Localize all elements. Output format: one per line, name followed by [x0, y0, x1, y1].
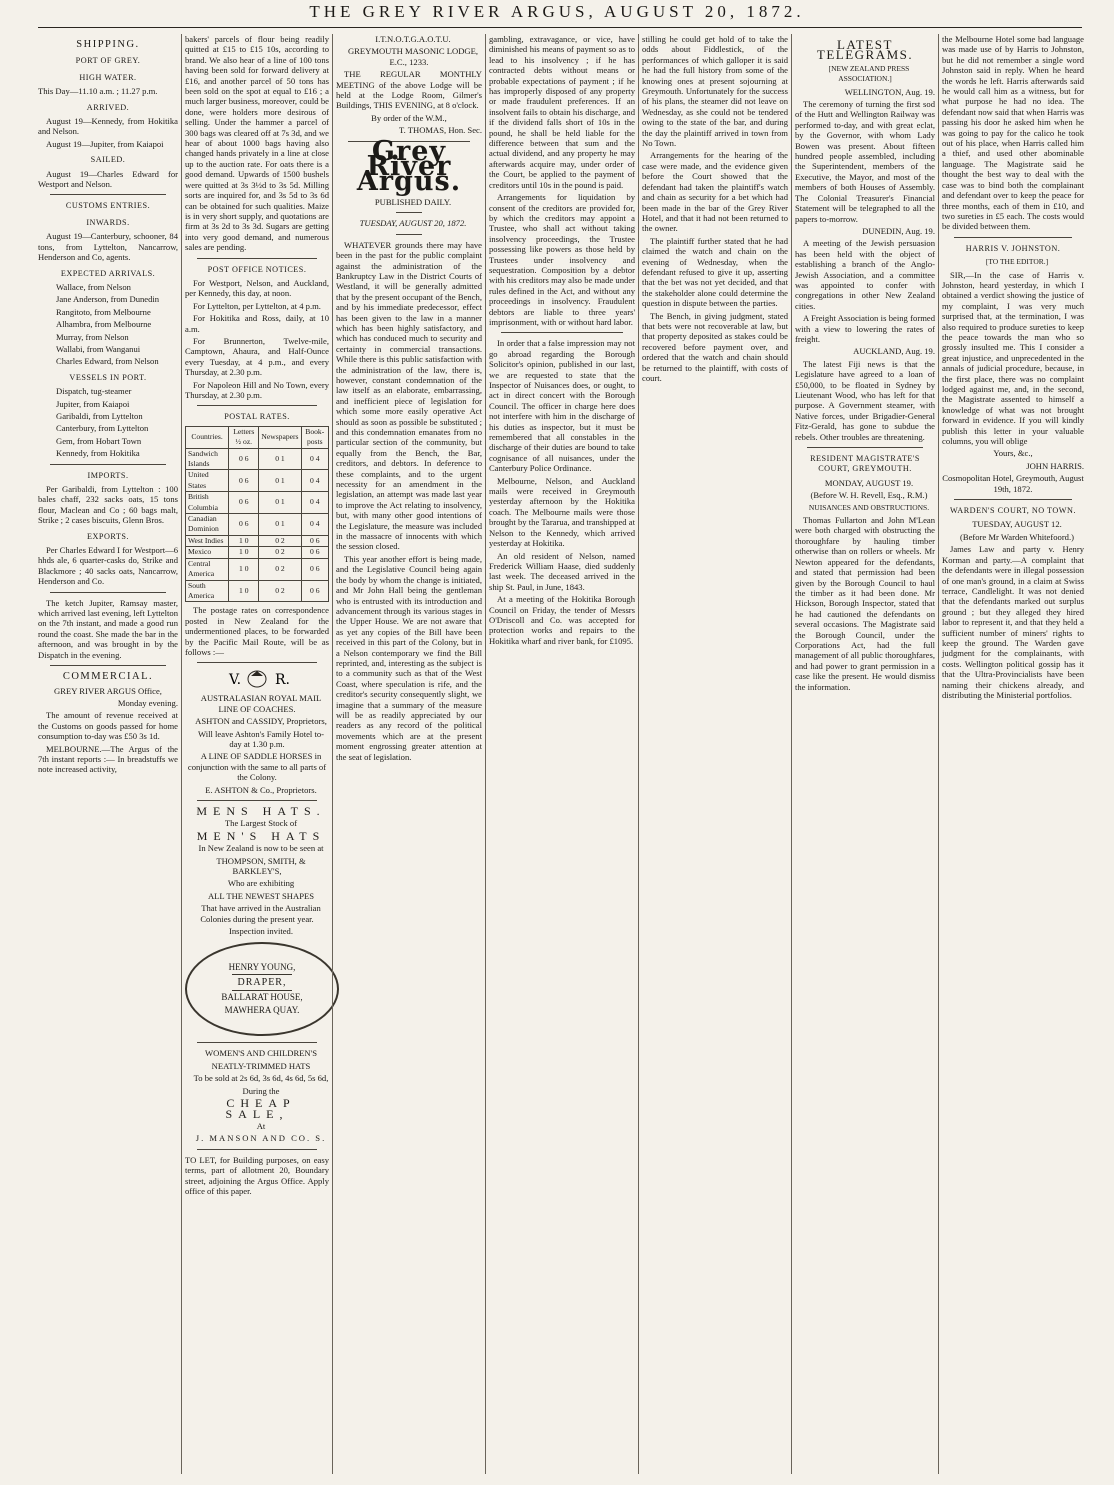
article-text: In order that a false impression may not go abroad regarding the Borough Solicitor's opinion, published in our last, we are requested to state that the Inspector of Nuisances does, or ought, to act in direct concert with the Borough Council. The officer in charge here does not interfere with him in the discharge of his duties as inspector, but it must be remembered that all constables in the discharge of their duties are bound to take cognisance of all nuisances, under the Canterbury Police Ordinance.: [489, 338, 635, 474]
hats-line: Inspection invited.: [229, 926, 293, 937]
paper-title: [336, 135, 482, 198]
article-text: the Melbourne Hotel some bad language was made use of by Harris to Johnston, but he did not remember a single word Johnston said in reply. When he heard the words he left. Harris afterwards said he would call him as a witness, but for what purpose he had no idea. The defendant now said that when Harris was passing his door he asked him when he was going to pay for the calico he took out of his place, when Harris called him a thief, and used other abominable language. The Magistrate said he thought the best way to deal with the case was to bind both the complainant and defendant over to keep the peace for three months, each of them in £10, and two sureties in £5 each. The costs would be divided between them.: [942, 34, 1084, 232]
table-cell: 0 6: [229, 470, 259, 492]
saddle-horses-text: A LINE OF SADDLE HORSES in conjunction with the same to all parts of the Colony.: [187, 751, 327, 783]
mail-line-heading: AUSTRALASIAN ROYAL MAIL LINE OF COACHES.: [200, 693, 322, 714]
arrived-item: August 19—Kennedy, from Hokitika and Nelson.: [38, 116, 178, 137]
inwards-text: August 19—Canterbury, schooner, 84 tons, from Lyttelton, Nancarrow, Henderson and Co, agents.: [38, 231, 178, 263]
oval-top: HENRY YOUNG,: [228, 962, 296, 973]
court-subheading: NUISANCES AND OBSTRUCTIONS.: [808, 502, 930, 512]
table-row: [186, 514, 329, 536]
table-row: [186, 470, 329, 492]
article-text: The plaintiff further stated that he had claimed the watch and chain on the evening of Wednesday, when the defendant refused to give it up, asserting that the bet was not yet decided, and that the stakeholder alone could determine the question in dispute between the parties.: [642, 235, 788, 309]
post-notice: For Napoleon Hill and No Town, every Thursday, at 2.30 p.m.: [185, 379, 329, 400]
svg-text:R.: R.: [275, 672, 290, 689]
hats-line: That have arrived in the Australian Colonies during the present year.: [200, 903, 321, 924]
list-item: Kennedy, from Hokitika: [56, 448, 140, 459]
column-7: [942, 34, 1084, 1474]
post-office-heading: POST OFFICE NOTICES.: [207, 264, 307, 274]
postal-rates-heading: POSTAL RATES.: [224, 412, 290, 422]
list-item: Canterbury, from Lyttelton: [56, 423, 149, 434]
exports-text: Per Charles Edward I for Westport—6 hhds ale, 6 quarter-casks do, Strike and Blackmore ; 40 sacks oats, Nancarrow, Henderson and Co.: [38, 545, 178, 587]
article-text: At a meeting of the Hokitika Borough Council on Friday, the tender of Messrs O'Driscoll and Co. was accepted for protection works and repairs to the Hokitika wharf and river bank, for £1095.: [489, 594, 635, 646]
shipping-heading: SHIPPING.: [76, 39, 140, 50]
table-cell: 0 1: [259, 448, 301, 470]
commercial-date: Monday evening.: [117, 697, 178, 708]
commercial-office: GREY RIVER ARGUS Office,: [54, 685, 162, 696]
divider: [50, 464, 166, 465]
shipping-news: The ketch Jupiter, Ramsay master, which arrived last evening, left Lyttelton on the 7th instant, and made a good run round the coast. She made the bar in the afternoon, and was brought in by the Dispatch in the evening.: [38, 597, 178, 660]
divider: [197, 1042, 317, 1043]
hats-line: THOMPSON, SMITH, & BARKLEY'S,: [216, 855, 306, 877]
table-cell: Central America: [186, 558, 229, 580]
table-cell: 0 2: [259, 580, 301, 602]
list-item: Dispatch, tug-steamer: [56, 386, 132, 397]
table-cell: 1 0: [229, 547, 259, 558]
post-notice: For Westport, Nelson, and Auckland, per Kennedy, this day, at noon.: [185, 277, 329, 299]
dateline: AUCKLAND, Aug. 19.: [853, 346, 935, 357]
table-row: [186, 492, 329, 514]
expected-label: EXPECTED ARRIVALS.: [60, 268, 156, 278]
table-cell: 0 2: [259, 547, 301, 558]
arrived-label: ARRIVED.: [86, 102, 130, 112]
table-cell: West Indies: [186, 535, 229, 546]
table-cell: 1 0: [229, 535, 259, 546]
table-cell: 1 0: [229, 558, 259, 580]
list-item: Wallabi, from Wanganui: [56, 343, 141, 354]
divider: [501, 332, 623, 333]
lodge-name: GREYMOUTH MASONIC LODGE, E.C., 1233.: [347, 46, 479, 67]
column-4: [489, 34, 635, 1474]
womens-hats-price: To be sold at 2s 6d, 3s 6d, 4s 6d, 5s 6d,: [193, 1073, 329, 1084]
page-header: THE GREY RIVER ARGUS, AUGUST 20, 1872.: [309, 2, 805, 21]
post-notice: For Brunnerton, Twelve-mile, Camptown, Ahaura, and Half-Ounce every Tuesday, at 4 p.m., and every Thursday, at 2.30 p.m.: [185, 335, 329, 378]
arrived-item: August 19—Jupiter, from Kaiapoi: [46, 138, 164, 149]
press-association: [NEW ZEALAND PRESS ASSOCIATION.]: [828, 63, 910, 84]
column-2: [185, 34, 329, 1474]
warden-before: (Before Mr Warden Whitefoord.): [959, 531, 1074, 542]
table-cell: 0 6: [229, 514, 259, 536]
oval-middle: DRAPER,: [232, 974, 293, 991]
divider: [396, 212, 422, 213]
letter-closing: Yours, &c.,: [993, 448, 1033, 459]
in-port-list: [38, 386, 178, 458]
postal-note: The postage rates on correspondence posted in New Zealand for the undermentioned places, to be forwarded by the Pacific Mail Route, will be as follows :—: [185, 605, 329, 657]
header-rule: [38, 27, 1082, 28]
dateline: WELLINGTON, Aug. 19.: [844, 86, 935, 97]
oval-house: BALLARAT HOUSE,: [221, 992, 303, 1003]
expected-list: [38, 282, 178, 367]
postal-rates-table: [185, 426, 329, 603]
article-text: Melbourne, Nelson, and Auckland mails were received in Greymouth yesterday afternoon by the Hokitika coach. The Melbourne mails were those brought by the Tararua, and transhipped at Nelson to the Kennedy, which arrived yesterday at Hokitika.: [489, 475, 635, 549]
divider: [396, 234, 422, 235]
table-cell: 0 4: [301, 470, 328, 492]
divider: [807, 447, 923, 448]
dateline: DUNEDIN, Aug. 19.: [862, 225, 935, 236]
column-6: [795, 34, 935, 1474]
port-heading: PORT OF GREY.: [75, 56, 141, 66]
table-cell: 0 6: [301, 547, 328, 558]
telegram-text: A meeting of the Jewish persuasion has been held with the object of establishing a branch of the Anglo-Jewish Association, and a committee was appointed to confer with congregations in other New Zealand cities.: [795, 238, 935, 311]
table-cell: 0 1: [259, 514, 301, 536]
divider: [197, 405, 317, 406]
post-notice: For Hokitika and Ross, daily, at 10 a.m.: [185, 313, 329, 334]
list-item: Gem, from Hobart Town: [56, 435, 142, 446]
divider: [197, 258, 317, 259]
table-cell: 0 1: [259, 492, 301, 514]
editorial-text: WHATEVER grounds there may have been in the past for the public complaint against the administration of the Bankruptcy Law in the District Courts of Westland, it will be generally admitted that by the present occupant of the Bench, and by his immediate predecessor, effect has been given to the law in a manner which has been highly satisfactory, and which has conduced much to security and certainty in commercial transactions. While there is this public satisfaction with the administration of the law, there is, however, constant condemnation of the law itself as an elaborate, embarrassing, and inefficient piece of legislation for which some more easily operative Act should as soon as possible be substituted ; and this condemnation emanates from no particular section of the community, but equally from the Bench, the Bar, creditors, and debtors. In deference to these complaints, and to the urgent necessity for an amendment in the legislation, an attempt was made last year to improve the Act relating to insolvency, but, with many other good intentions of the Legislature, the measure was included in the massacre of innocents with which the session closed.: [336, 239, 482, 552]
telegrams-heading: LATEST TELEGRAMS.: [816, 37, 914, 63]
market-text: bakers' parcels of flour being readily quitted at £15 to £15 10s, according to brand. We also hear of a line of 100 tons having been sold for forward delivery at £16, and another parcel of 50 tons has been sold on the spot at equal to £16 ; a much larger business, moreover, could be done, were holders more desirous of selling. Under the hammer a parcel of 300 bags was cleared off at 7s 3d, and we hear of about 1000 bags having also changed hands privately in a line at close up to the auction rate. For oats there is a good demand. Upwards of 1500 bushels were quitted at 3s 3½d to 3s 5d. Milling sorts are inquired for, and 3s 5d to 3s 6d can be obtained for such qualities. Maize is in very short supply, and quotations are firm at 3s 2d to 3s 3d. Sugars are getting into very good demand, and numerous sales are pending.: [185, 34, 329, 253]
table-cell: South America: [186, 580, 229, 602]
lodge-order: By order of the W.M.,: [371, 112, 447, 123]
royal-crest-icon: [185, 668, 329, 690]
imports-heading: IMPORTS.: [87, 470, 129, 480]
column-separator: [332, 34, 333, 1474]
list-item: Jane Anderson, from Dunedin: [56, 294, 160, 305]
telegram-text: The latest Fiji news is that the Legislature have agreed to a loan of £50,000, to be floated in Sydney by Lieutenant Wood, who has left for that purpose. A Government steamer, with Native forces, under Brigadier-General Fitz-Gerald, has gone to subdue the rebels. Other troubles are threatening.: [795, 358, 935, 442]
commercial-heading: COMMERCIAL.: [62, 671, 154, 683]
column-3: [336, 34, 482, 1474]
warden-heading: WARDEN'S COURT, NO TOWN.: [949, 506, 1076, 516]
hats-line: In New Zealand is now to be seen at: [198, 843, 324, 854]
table-cell: 0 2: [259, 535, 301, 546]
letter-place: Cosmopolitan Hotel, Greymouth, August 19th, 1872.: [942, 473, 1084, 494]
divider: [50, 665, 166, 666]
letter-signature: JOHN HARRIS.: [1026, 460, 1084, 471]
to-let-text: TO LET, for Building purposes, on easy terms, part of allotment 20, Boundary street, adjoining the Argus Office. Apply office of this paper.: [185, 1154, 329, 1196]
list-item: Alhambra, from Melbourne: [56, 319, 152, 330]
mail-line-text: Will leave Ashton's Family Hotel to-day at 1.30 p.m.: [197, 728, 325, 749]
oval-bottom: MAWHERA QUAY.: [224, 1005, 300, 1016]
table-header-row: [186, 426, 329, 448]
telegram-text: The ceremony of turning the first sod of the Hutt and Wellington Railway was performed to-day, and with great eclat, by the Governor, with whom Lady Bowen was present. About fifteen hundred people assembled, including the Superintendent, members of the Executive, the Mayor, and most of the members of both Houses of Assembly. The Colonial Treasurer's Financial Statement will be telegraphed to all the papers to-morrow.: [795, 99, 935, 224]
hats-line: ALL THE NEWEST SHAPES: [207, 890, 315, 901]
divider: [197, 800, 317, 801]
melbourne-text: MELBOURNE.—The Argus of the 7th instant reports :— In breadstuffs we note increased activity,: [38, 743, 178, 775]
column-separator: [791, 34, 792, 1474]
table-row: [186, 558, 329, 580]
court-heading: RESIDENT MAGISTRATE'S COURT, GREYMOUTH.: [810, 454, 920, 474]
mail-line-owner: ASHTON and CASSIDY, Proprietors,: [195, 716, 327, 727]
column-separator: [485, 34, 486, 1474]
table-cell: 0 4: [301, 448, 328, 470]
table-cell: 0 6: [301, 535, 328, 546]
table-row: [186, 547, 329, 558]
list-item: Jupiter, from Kaiapoi: [56, 398, 130, 409]
imports-text: Per Garibaldi, from Lyttelton : 100 bales chaff, 232 sacks oats, 15 tons flour, Maclean and Co ; 60 bags malt, Strike ; 2 cases biscuits, Glenn Bros.: [38, 484, 178, 526]
post-notice: For Lyttelton, per Lyttelton, at 4 p.m.: [193, 300, 321, 311]
column-separator: [638, 34, 639, 1474]
article-text: gambling, extravagance, or vice, have diminished his means of payment so as to lead to his insolvency ; if he has contracted debts without means or probable expectations of payment ; if he has improperly disposed of any property or made fraudulent preferences. If an insolvent fails to obtain his discharge, and if the dividend falls short of 10s in the pound, he shall be held liable for the difference between that sum and the actual dividend, and any property he may afterwards acquire may, under order of the Court, be applied to the payment of creditors until 10s in the pound is paid.: [489, 34, 635, 190]
table-cell: 1 0: [229, 580, 259, 602]
table-cell: British Columbia: [186, 492, 229, 514]
table-row: [186, 535, 329, 546]
sailed-item: August 19—Charles Edward for Westport and Nelson.: [38, 168, 178, 190]
exports-heading: EXPORTS.: [87, 531, 129, 541]
table-cell: 0 1: [259, 470, 301, 492]
article-text: The Bench, in giving judgment, stated that bets were not recoverable at law, but that property deposited as stakes could be recovered before payment over, and ordered that the watch and chain should be returned to the plaintiff, with costs of court.: [642, 310, 788, 383]
column-5: [642, 34, 788, 1474]
court-text: Thomas Fullarton and John M'Lean were both charged with obstructing the thoroughfare by hauling timber otherwise than on rollers or wheels. Mr Newton appeared for the defendants, and stated that permission had been given by the Borough Council to haul the timber as it had been done. Mr Hickson, Borough Inspector, stated that he had cautioned the defendants on several occasions. The Magistrate said the Borough Council, under the Corporations Act, had the full management of all public thoroughfares, and had power to grant permission in a case like the present. He would dismiss the information.: [795, 515, 935, 692]
column-header: Letters ½ oz.: [229, 426, 259, 448]
womens-hats-heading: WOMEN'S AND CHILDREN'S: [205, 1048, 317, 1059]
letter-heading: HARRIS V. JOHNSTON.: [965, 243, 1061, 253]
list-item: Rangitoto, from Melbourne: [56, 306, 151, 317]
hats-sub: The Largest Stock of: [224, 818, 298, 829]
table-row: [186, 580, 329, 602]
table-cell: 0 6: [301, 580, 328, 602]
column-1: [38, 34, 178, 1474]
published-daily: PUBLISHED DAILY.: [374, 196, 452, 207]
table-cell: 0 2: [259, 558, 301, 580]
svg-text:V.: V.: [229, 672, 242, 689]
high-water-text: This Day—11.10 a.m. ; 11.27 p.m.: [38, 86, 158, 97]
column-separator: [181, 34, 182, 1474]
article-text: stilling he could get hold of to take the odds about Fiddlestick, of the performances of which galloper it is said he had the full history from some of the knowing ones at present sojourning at Greymouth. Unfortunately for the success of his plans, the steamer did not leave on Wednesday, as she could not be tendered owing to the state of the bar, and during the day the plaintiff arrived in town from No Town.: [642, 34, 788, 149]
letter-text: SIR,—In the case of Harris v. Johnston, heard yesterday, in which I obtained a verdict showing the justice of my complaint, I was very much surprised that, at the termination, I was also required to produce sureties to keep the peace towards the man who so grossly insulted me. This I consider a great injustice, and unprecedented in the annals of judicial procedure, because, in the first place, there was no complaint lodged against me, and, in the second, the Magistrate assented to himself a knowledge of what was not brought forward in evidence. If you will kindly publish this letter in your valuable columns, you will oblige: [942, 269, 1084, 447]
manson-name: J. MANSON AND CO. S.: [195, 1133, 327, 1144]
editorial-text: This year another effort is being made, and the Legislative Council being again the body by whom the change is initiated, and Mr John Hall being the gentleman who is entrusted with its introduction and advancement through its various stages in the Upper House. We are not aware that as yet any copies of the Bill have been received in this part of the Colony, but in a Nelson contemporary we find the Bill reprinted, and, interesting as the subject is to a community such as that of the West Coast, where speculation is rife, and the creditor's security consequently slight, we imagine that a summary of the measure will be as readily appreciated by our readers as any record of the political movements which are at the present moment engrossing greater attention at the seat of legislation.: [336, 553, 482, 762]
cheap-sale: CHEAP SALE,: [225, 1096, 296, 1121]
column-header: Newspapers: [259, 426, 301, 448]
list-item: Wallace, from Nelson: [56, 281, 131, 292]
to-editor: [TO THE EDITOR.]: [985, 257, 1049, 267]
divider: [954, 499, 1072, 500]
table-cell: 0 6: [229, 448, 259, 470]
issue-date: TUESDAY, AUGUST 20, 1872.: [359, 218, 467, 229]
table-cell: Mexico: [186, 547, 229, 558]
womens-hats-sub: NEATLY-TRIMMED HATS: [211, 1060, 311, 1071]
saddle-horses-owner: E. ASHTON & Co., Proprietors.: [205, 784, 317, 795]
article-text: Arrangements for liquidation by consent of the creditors are provided for, by which the creditors may appoint a Trustee, who shall act without taking insolvency proceedings, the Trustee possessing like powers as those held by Trustees under insolvency and sequestration. Composition by a debtor with his creditors may also be made under rules defined in the Act, and without any proceedings in insolvency. Fraudulent debtors are liable to three years' imprisonment, with or without hard labor.: [489, 192, 635, 327]
list-item: Murray, from Nelson: [56, 331, 129, 342]
table-row: [186, 448, 329, 470]
customs-heading: CUSTOMS ENTRIES.: [65, 201, 151, 211]
in-port-label: VESSELS IN PORT.: [69, 372, 147, 382]
hats-big: MEN'S HATS: [196, 828, 326, 843]
womens-hats-during: During the: [242, 1085, 280, 1096]
divider: [197, 1149, 317, 1150]
table-cell: United States: [186, 470, 229, 492]
lodge-signature: T. THOMAS, Hon. Sec.: [399, 125, 482, 136]
warden-date: TUESDAY, AUGUST 12.: [972, 519, 1062, 530]
lodge-heading: I.T.N.O.T.G.A.O.T.U.: [375, 34, 451, 44]
column-separator: [938, 34, 939, 1474]
commercial-text: The amount of revenue received at the Customs on goods passed for home consumption to-day was £50 3s 1d.: [38, 710, 178, 742]
warden-text: James Law and party v. Henry Korman and party.—A complaint that the defendants were in illegal possession of one man's ground, in a claim at Swiss terrace, Candlelight. It was not denied that the defendants marked out surplus ground ; but they alleged they hired labor to represent it, and that they held a sufficient number of miners' rights to keep the ground. The Warden gave judgment for the complainants, with costs. Wellington political gossip has it that the Ultra-Provincialists have been naming their chickens already, and distributing the Ministerial portfolios.: [942, 544, 1084, 700]
table-cell: 0 4: [301, 514, 328, 536]
high-water-label: HIGH WATER.: [79, 72, 137, 82]
paper-title-text: Grey River Argus.: [356, 135, 462, 198]
telegram-text: A Freight Association is being formed with a view to lowering the rates of freight.: [795, 313, 935, 344]
column-header: Countries.: [186, 426, 229, 448]
table-cell: 0 6: [229, 492, 259, 514]
table-cell: Canadian Dominion: [186, 514, 229, 536]
hats-line: Who are exhibiting: [227, 878, 295, 889]
hats-heading: MENS HATS.: [196, 804, 326, 818]
article-text: Arrangements for the hearing of the case were made, and the evidence given before the Court showed that the defendant had taken the plaintiff's watch and chain as security for a bet which had been made in the bar of the Grey River Hotel, and that it had not been returned to the owner.: [642, 150, 788, 234]
list-item: Garibaldi, from Lyttelton: [56, 410, 143, 421]
lodge-text: THE REGULAR MONTHLY MEETING of the above Lodge will be held at the Lodge Room, Gilmer's Buildings, THIS EVENING, at 8 o'clock.: [336, 69, 482, 111]
table-cell: Sandwich Islands: [186, 448, 229, 470]
court-date: MONDAY, AUGUST 19.: [824, 477, 914, 488]
list-item: Charles Edward, from Nelson: [56, 356, 159, 367]
divider: [197, 662, 317, 663]
inwards-label: INWARDS.: [86, 217, 130, 227]
at-label: At: [256, 1120, 266, 1131]
sailed-label: SAILED.: [90, 155, 126, 165]
draper-oval-ad: [185, 942, 339, 1036]
table-cell: 0 4: [301, 492, 328, 514]
divider: [50, 194, 166, 195]
column-header: Book-posts: [301, 426, 328, 448]
divider: [954, 237, 1072, 238]
divider: [50, 592, 166, 593]
table-cell: 0 6: [301, 558, 328, 580]
article-text: An old resident of Nelson, named Frederick William Haase, died suddenly last week. The deceased arrived in the ship St. Paul, in June, 1843.: [489, 550, 635, 592]
court-before: (Before W. H. Revell, Esq., R.M.): [810, 490, 928, 501]
